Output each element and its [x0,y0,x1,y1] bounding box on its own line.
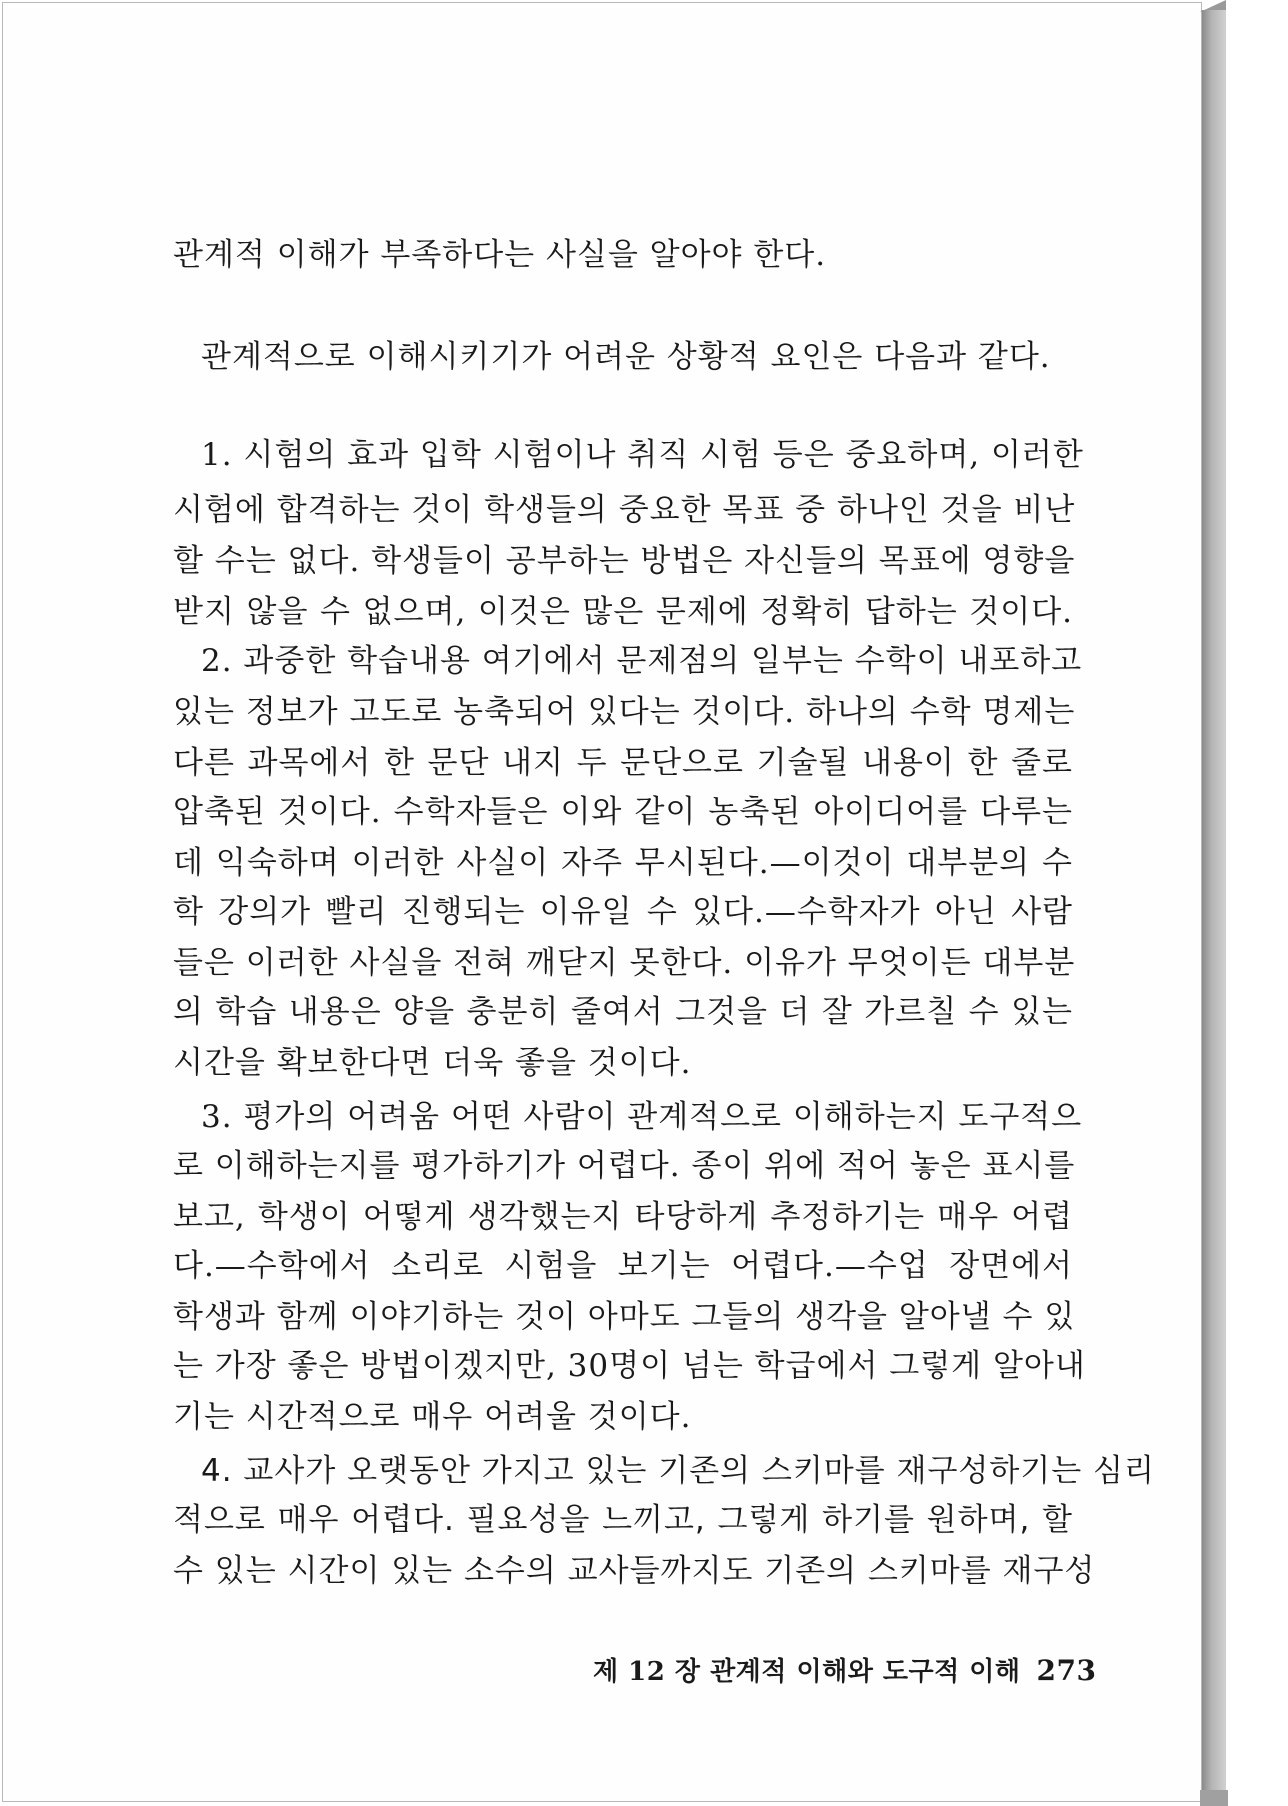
text-line: 1. 시험의 효과 입학 시험이나 취직 시험 등은 중요하며, 이러한 [201,437,1084,473]
book-page [2,2,1202,1802]
text-line: 시험에 합격하는 것이 학생들의 중요한 목표 중 하나인 것을 비난 [173,492,1076,528]
running-footer [593,1651,1097,1688]
text-line: 시간을 확보한다면 더욱 좋을 것이다. [173,1045,692,1081]
text-line: 4. 교사가 오랫동안 가지고 있는 기존의 스키마를 재구성하기는 심리 [201,1453,1155,1489]
text-line: 들은 이러한 사실을 전혀 깨닫지 못한다. 이유가 무엇이든 대부분 [173,945,1076,981]
text-line: 의 학습 내용은 양을 충분히 줄여서 그것을 더 잘 가르칠 수 있는 [173,994,1073,1030]
text-line: 수 있는 시간이 있는 소수의 교사들까지도 기존의 스키마를 재구성 [173,1553,1096,1589]
text-line: 압축된 것이다. 수학자들은 이와 같이 농축된 아이디어를 다루는 [173,794,1073,830]
text-line: 적으로 매우 어렵다. 필요성을 느끼고, 그렇게 하기를 원하며, 할 [173,1502,1073,1538]
text-line: 할 수는 없다. 학생들이 공부하는 방법은 자신들의 목표에 영향을 [173,543,1076,579]
page-edge-shadow [1202,10,1226,1804]
text-line: 관계적으로 이해시키기가 어려운 상황적 요인은 다음과 같다. [201,339,1051,375]
page-edge-bottom [1200,1790,1228,1806]
text-line: 학 강의가 빨리 진행되는 이유일 수 있다.—수학자가 아닌 사람 [173,894,1073,930]
text-line: 로 이해하는지를 평가하기가 어렵다. 종이 위에 적어 놓은 표시를 [173,1148,1076,1184]
text-line: 다.—수학에서 소리로 시험을 보기는 어렵다.—수업 장면에서 [173,1248,1073,1284]
text-line: 학생과 함께 이야기하는 것이 아마도 그들의 생각을 알아낼 수 있 [173,1299,1076,1335]
text-line: 기는 시간적으로 매우 어려울 것이다. [173,1399,692,1435]
text-line: 관계적 이해가 부족하다는 사실을 알아야 한다. [173,237,827,273]
page-number: 273 [1036,1654,1097,1687]
text-line: 2. 과중한 학습내용 여기에서 문제점의 일부는 수학이 내포하고 [201,643,1083,679]
text-line: 3. 평가의 어려움 어떤 사람이 관계적으로 이해하는지 도구적으 [201,1099,1083,1135]
text-line: 는 가장 좋은 방법이겠지만, 30명이 넘는 학급에서 그렇게 알아내 [173,1348,1086,1384]
text-line: 받지 않을 수 없으며, 이것은 많은 문제에 정확히 답하는 것이다. [173,594,1073,630]
text-line: 있는 정보가 고도로 농축되어 있다는 것이다. 하나의 수학 명제는 [173,694,1076,730]
text-line: 다른 과목에서 한 문단 내지 두 문단으로 기술될 내용이 한 줄로 [173,745,1073,781]
chapter-title: 제 12 장 관계적 이해와 도구적 이해 [593,1657,1021,1687]
text-line: 보고, 학생이 어떻게 생각했는지 타당하게 추정하기는 매우 어렵 [173,1199,1073,1235]
text-line: 데 익숙하며 이러한 사실이 자주 무시된다.—이것이 대부분의 수 [173,845,1073,881]
